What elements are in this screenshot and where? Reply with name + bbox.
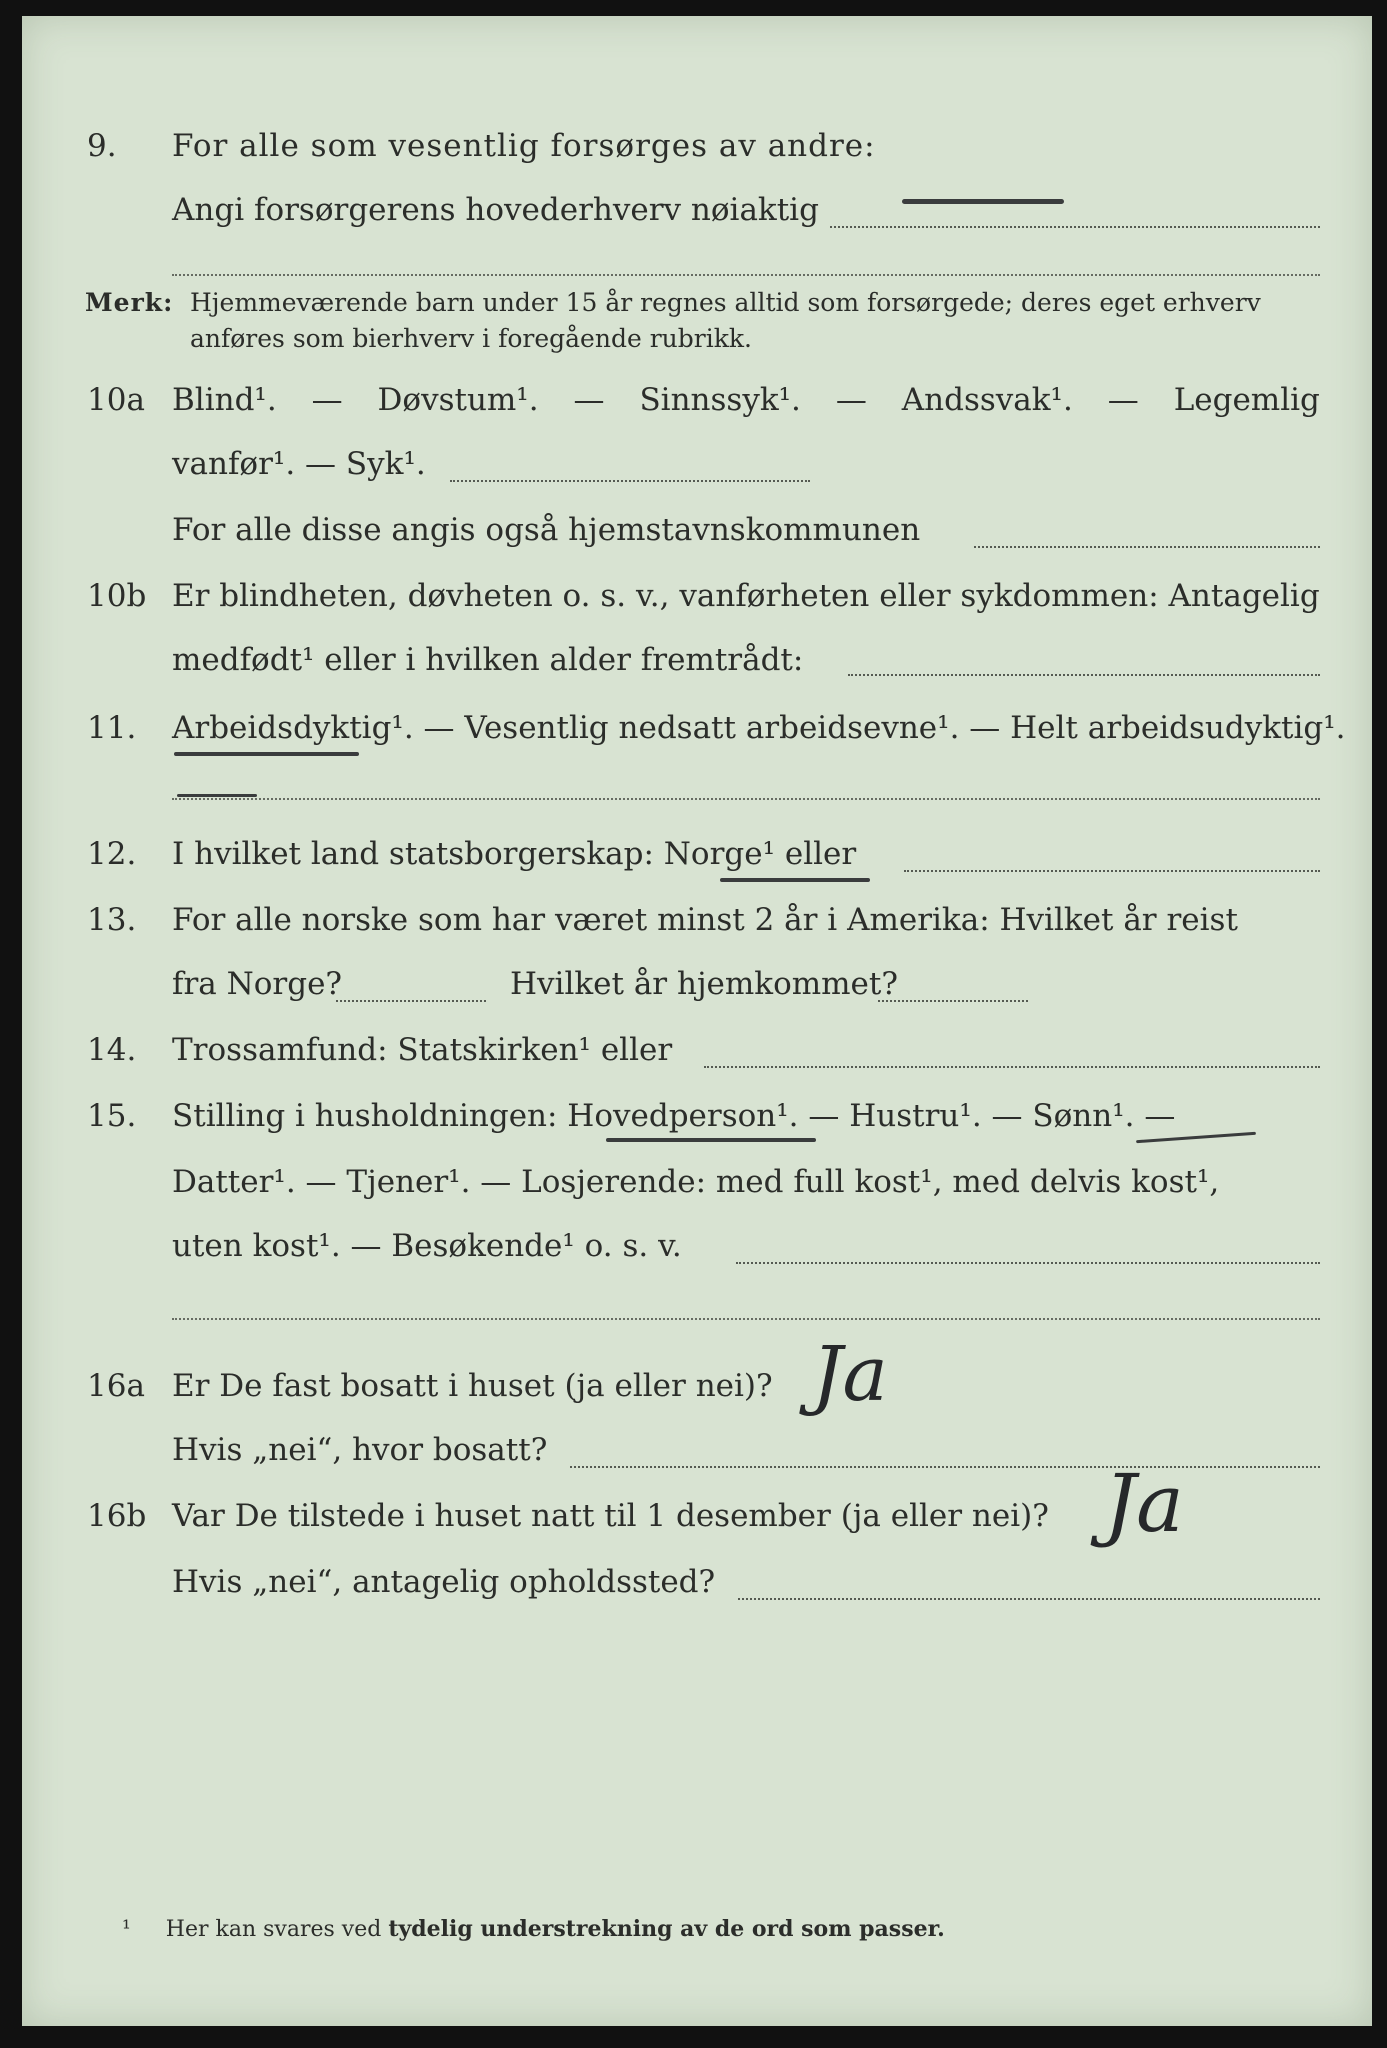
q9-dash-mark bbox=[902, 199, 1064, 204]
q16a-bosatt-field[interactable] bbox=[570, 1464, 1320, 1468]
q10a-line-2: vanfør¹. — Syk¹. bbox=[172, 446, 426, 482]
q15-number: 15. bbox=[87, 1098, 137, 1134]
q12-number: 12. bbox=[87, 836, 137, 872]
q16b-number: 16b bbox=[87, 1498, 147, 1534]
option-dovstum[interactable]: Døvstum¹. bbox=[377, 382, 539, 418]
q16b-line-1: Var De tilstede i huset natt til 1 desember (ja eller nei)? bbox=[172, 1498, 1049, 1534]
q13-line-1: For alle norske som har været minst 2 år i Amerika: Hvilket år reist bbox=[172, 902, 1238, 938]
q10a-line-3: For alle disse angis også hjemstavnskommunen bbox=[172, 512, 921, 548]
census-form-page bbox=[22, 16, 1372, 2026]
q15-line-3: uten kost¹. — Besøkende¹ o. s. v. bbox=[172, 1228, 682, 1264]
q16a-number: 16a bbox=[87, 1368, 145, 1404]
divider bbox=[172, 798, 1320, 800]
divider bbox=[172, 274, 1320, 276]
q11-line-1: Arbeidsdyktig¹. — Vesentlig nedsatt arbeidsevne¹. — Helt arbeidsudyktig¹. bbox=[172, 710, 1346, 746]
q11-number: 11. bbox=[87, 710, 137, 746]
q16a-line-2: Hvis „nei“, hvor bosatt? bbox=[172, 1432, 548, 1468]
q10b-line-2: medfødt¹ eller i hvilken alder fremtrådt: bbox=[172, 642, 804, 678]
q13-line-2a: fra Norge? bbox=[172, 966, 343, 1002]
q16b-opholdssted-field[interactable] bbox=[738, 1596, 1320, 1600]
q16a-line-1: Er De fast bosatt i huset (ja eller nei)? bbox=[172, 1368, 773, 1404]
q12-line-1: I hvilket land statsborgerskap: Norge¹ eller bbox=[172, 836, 857, 872]
q10a-options bbox=[172, 380, 1320, 420]
footnote bbox=[122, 1916, 945, 1942]
option-blind[interactable]: Blind¹. bbox=[172, 382, 277, 418]
q15-line-1: Stilling i husholdningen: Hovedperson¹. — Hustru¹. — Sønn¹. — bbox=[172, 1098, 1176, 1134]
q15-answer-field[interactable] bbox=[736, 1260, 1320, 1264]
q10a-syk-field[interactable] bbox=[450, 478, 810, 482]
footnote-text: Her kan svares ved bbox=[165, 1917, 382, 1942]
q10b-line-1: Er blindheten, døvheten o. s. v., vanførheten eller sykdommen: Antagelig bbox=[172, 578, 1320, 614]
q12-answer-field[interactable] bbox=[904, 868, 1320, 872]
q10a-number: 10a bbox=[87, 382, 145, 418]
q15-line-2: Datter¹. — Tjener¹. — Losjerende: med full kost¹, med delvis kost¹, bbox=[172, 1164, 1220, 1200]
q9-number: 9. bbox=[87, 128, 117, 164]
q14-line-1: Trossamfund: Statskirken¹ eller bbox=[172, 1032, 673, 1068]
q9-line-2: Angi forsørgerens hovederhverv nøiaktig bbox=[172, 192, 819, 228]
q10a-hjemstavn-field[interactable] bbox=[974, 544, 1320, 548]
merk-line-2: anføres som bierhverv i foregående rubrikk. bbox=[190, 324, 752, 353]
q10b-answer-field[interactable] bbox=[848, 672, 1320, 676]
merk-label: Merk: bbox=[85, 288, 174, 317]
q9-line-1: For alle som vesentlig forsørges av andre: bbox=[172, 128, 876, 164]
q16a-handwritten-answer[interactable]: Ja bbox=[812, 1329, 888, 1418]
option-legemlig[interactable]: Legemlig bbox=[1173, 382, 1320, 418]
separator: — bbox=[573, 382, 605, 418]
divider bbox=[172, 1318, 1320, 1320]
footnote-mark: ¹ bbox=[122, 1917, 131, 1942]
q13-line-2b: Hvilket år hjemkommet? bbox=[510, 966, 898, 1002]
q14-number: 14. bbox=[87, 1032, 137, 1068]
q16b-line-2: Hvis „nei“, antagelig opholdssted? bbox=[172, 1564, 716, 1600]
q16b-handwritten-answer[interactable]: Ja bbox=[1104, 1457, 1184, 1550]
footnote-bold-text: tydelig understrekning av de ord som passer. bbox=[388, 1916, 945, 1942]
option-andssvak[interactable]: Andssvak¹. bbox=[901, 382, 1073, 418]
q12-selection-underline bbox=[720, 878, 870, 882]
separator: — bbox=[1107, 382, 1139, 418]
q13-number: 13. bbox=[87, 902, 137, 938]
q13-reist-field[interactable] bbox=[336, 998, 486, 1002]
q15-selection-underline bbox=[606, 1138, 816, 1142]
q11-selection-underline bbox=[174, 752, 359, 756]
separator: — bbox=[835, 382, 867, 418]
q14-answer-field[interactable] bbox=[704, 1064, 1320, 1068]
q10b-number: 10b bbox=[87, 578, 147, 614]
merk-line-1: Hjemmeværende barn under 15 år regnes alltid som forsørgede; deres eget erhverv bbox=[190, 288, 1261, 317]
option-sinnssyk[interactable]: Sinnssyk¹. bbox=[639, 382, 801, 418]
q13-hjemkommet-field[interactable] bbox=[878, 998, 1028, 1002]
q11-stroke bbox=[177, 794, 257, 797]
q9-answer-field[interactable] bbox=[830, 224, 1320, 228]
separator: — bbox=[311, 382, 343, 418]
